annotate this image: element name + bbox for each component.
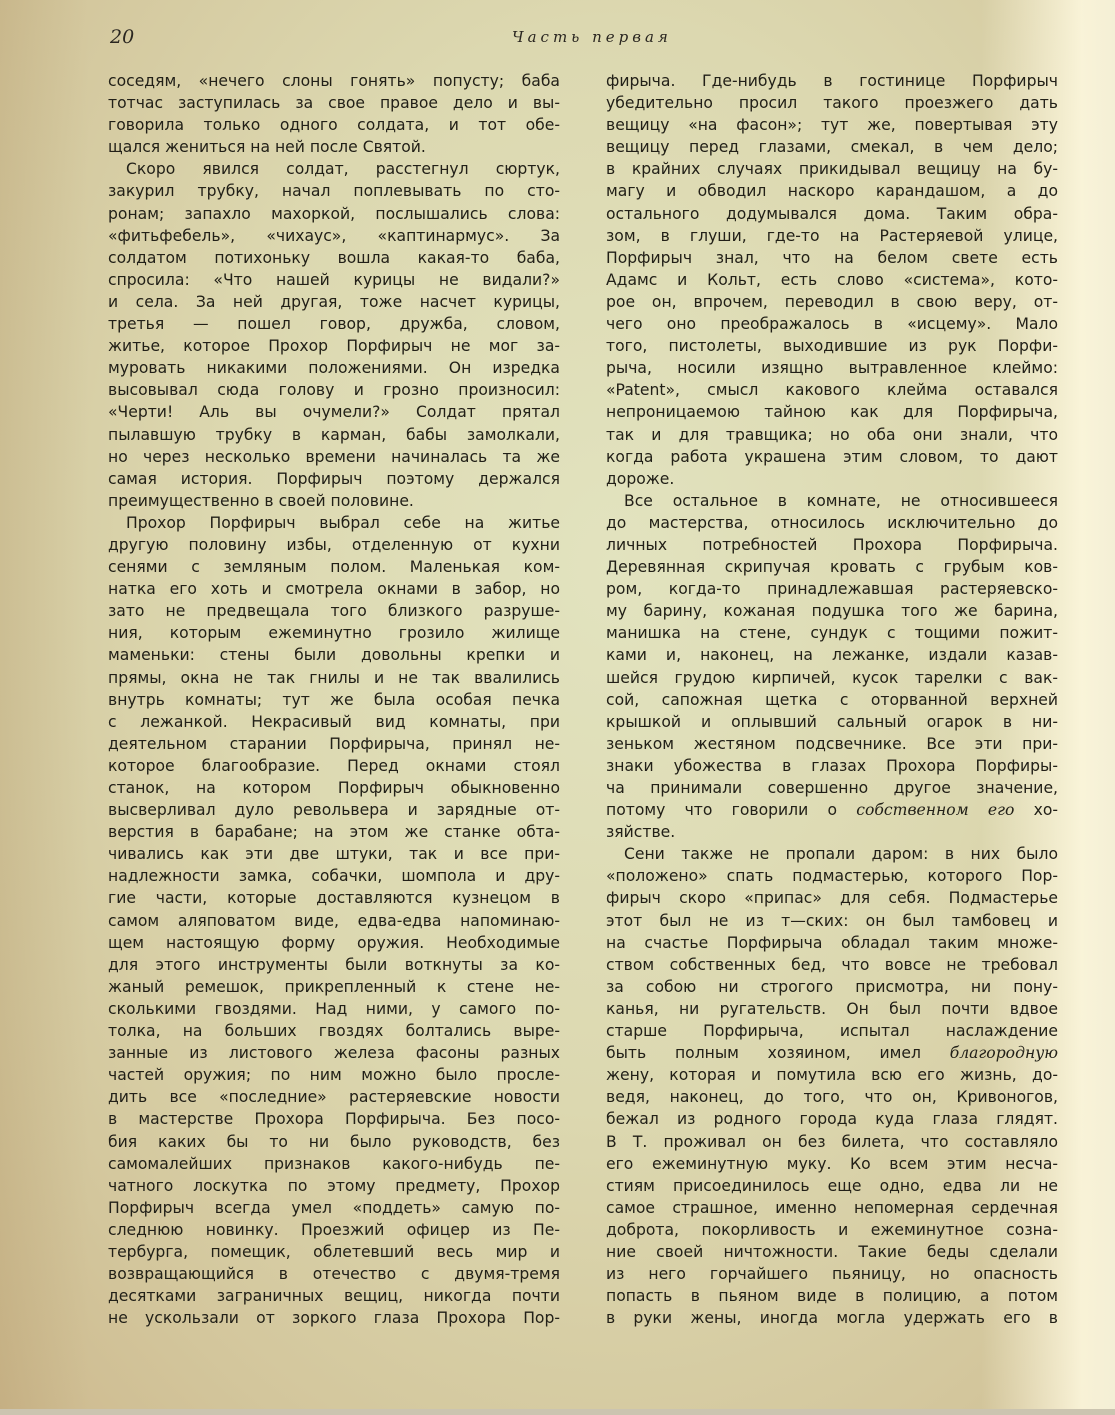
text-line: маменьки: стены были довольны крепки и (108, 646, 560, 665)
text-line: рое он, впрочем, переводил в свою веру, от- (606, 292, 1058, 311)
text-line: Сени также не пропали даром: в них было (624, 845, 1058, 864)
text-line: магу и обводил наскоро карандашом, а до (606, 182, 1058, 201)
page-number: 20 (110, 26, 135, 48)
text-line: возвращающийся в отечество с двумя-тремя (108, 1265, 560, 1284)
text-line: в мастерстве Прохора Порфирыча. Без посо- (108, 1110, 560, 1129)
text-line: тотчас заступилась за свое правое дело и вы- (108, 94, 560, 113)
text-column-left (108, 70, 560, 1329)
text-line: толка, на больших гвоздях болтались выре- (108, 1022, 560, 1041)
text-line: так и для травщика; но оба они знали, что (606, 425, 1058, 444)
text-line: станок, на котором Порфирыч обыкновенно (108, 779, 560, 797)
text-line: сой, сапожная щетка с оторванной верхней (606, 690, 1058, 709)
text-line: Порфирыч всегда умел «поддеть» самую по- (108, 1198, 560, 1217)
text-line: рыча, носили изящно вытравленное клеймо: (606, 359, 1058, 378)
text-line: чего оно преображалось в «исцему». Мало (606, 315, 1058, 334)
text-line: ча принимали совершенно другое значение, (606, 779, 1058, 797)
text-line: соседям, «нечего слоны гонять» попусту; баба (108, 72, 560, 90)
text-line: самая история. Порфирыч поэтому держался (108, 469, 560, 488)
text-line: Скоро явился солдат, расстегнул сюртук, (126, 160, 560, 179)
text-line: вещицу «на фасон»; тут же, повертывая эту (606, 116, 1058, 135)
text-line: солдатом потихоньку вошла какая-то баба, (108, 248, 560, 267)
text-line: Порфирыч знал, что на белом свете есть (606, 248, 1058, 267)
text-line: говорила только одного солдата, и тот обе- (108, 116, 560, 135)
text-line: фирыч скоро «припас» для себя. Подмастерье (606, 889, 1058, 908)
text-line: жаный ремешок, прикрепленный к стене не- (108, 977, 560, 996)
text-line: доброта, покорливость и ежеминутное созна- (606, 1220, 1058, 1239)
text-line: Адамс и Кольт, есть слово «система», кото- (606, 270, 1058, 289)
text-line: зом, в глуши, где-то на Растеряевой улице, (606, 226, 1058, 245)
text-line: шейся грудою кирпичей, кусок тарелки с вак- (606, 668, 1058, 687)
text-line: надлежности замка, собачки, шомпола и дру- (108, 867, 560, 886)
text-line: закурил трубку, начал поплевывать по сто- (108, 182, 560, 201)
text-line: личных потребностей Прохора Порфирыча. (606, 535, 1058, 554)
text-line: с лежанкой. Некрасивый вид комнаты, при (108, 712, 560, 731)
text-line: в руки жены, иногда могла удержать его в (606, 1309, 1058, 1328)
text-line: этот был не из т—ских: он был тамбовец и (606, 911, 1058, 930)
text-line: высверливал дуло револьвера и зарядные от- (108, 801, 560, 820)
text-line: сколькими гвоздями. Над ними, у самого по- (108, 999, 560, 1018)
text-line: знаки убожества в глазах Прохора Порфиры- (606, 756, 1058, 775)
text-line: но через несколько времени начиналась та же (108, 447, 560, 466)
text-line: пылавшую трубку в карман, бабы замолкали, (108, 425, 560, 444)
text-line: потому что говорили о собственном его хо- (606, 801, 1058, 820)
text-line: тербурга, помещик, облетевший весь мир и (108, 1242, 560, 1261)
text-line: чивались как эти две штуки, так и все при- (108, 845, 560, 864)
text-line: деятельном старании Порфирыча, принял не- (108, 734, 560, 753)
text-line: ронам; запахло махоркой, послышались слова: (108, 204, 560, 223)
text-line: другую половину избы, отделенную от кухни (108, 535, 560, 554)
text-column-right (606, 70, 1058, 1329)
text-line: житье, которое Прохор Порфирыч не мог за- (108, 337, 560, 356)
text-line: из него горчайшего пьяницу, но опасность (606, 1265, 1058, 1284)
text-line: зяйстве. (606, 823, 676, 842)
text-line: Деревянная скрипучая кровать с грубым ков- (606, 558, 1058, 577)
running-head (110, 26, 1057, 52)
text-line: частей оружия; по ним можно было просле- (108, 1066, 560, 1085)
text-line: самомалейших признаков какого-нибудь пе- (108, 1154, 560, 1173)
text-line: щался жениться на ней после Святой. (108, 138, 426, 157)
text-line: щем настоящую форму оружия. Необходимые (108, 933, 560, 952)
text-line: стиям присоединилось еще одно, едва ли не (606, 1176, 1058, 1195)
text-line: которое благообразие. Перед окнами стоял (108, 756, 560, 775)
text-line: жену, которая и помутила всю его жизнь, до- (606, 1066, 1058, 1085)
text-line: бия каких бы то ни было руководств, без (108, 1132, 560, 1151)
text-line: непроницаемою тайною как для Порфирыча, (606, 403, 1058, 422)
text-line: попасть в пьяном виде в полицию, а потом (606, 1287, 1058, 1306)
text-line: занные из листового железа фасоны разных (108, 1044, 560, 1063)
text-line: в крайних случаях прикидывал вещицу на бу- (606, 160, 1058, 179)
text-line: ния, которым ежеминутно грозило жилище (108, 624, 560, 643)
text-line: верстия в барабане; на этом же станке обта- (108, 823, 560, 842)
text-line: самое страшное, именно непомерная сердечная (606, 1198, 1058, 1217)
emphasis: благородную (949, 1044, 1058, 1063)
text-line: на счастье Порфирыча обладал таким множе- (606, 933, 1058, 952)
text-line: муровать никакими положениями. Он изредка (108, 359, 560, 378)
text-line: высовывал сюда голову и грозно произносил: (108, 381, 560, 400)
text-line: чатного лоскутка по этому предмету, Прохор (108, 1176, 560, 1195)
text-line: дороже. (606, 469, 675, 488)
text-line: за собою ни строгого присмотра, ни пону- (606, 977, 1058, 996)
text-line: «фитьфебель», «чихаус», «каптинармус». За (108, 226, 560, 245)
text-line: му барину, кожаная подушка того же барина, (606, 602, 1058, 621)
text-line: ками и, наконец, на лежанке, издали казав- (606, 646, 1058, 665)
text-line: следнюю новинку. Проезжий офицер из Пе- (108, 1220, 560, 1239)
text-line: В Т. проживал он без билета, что составляло (606, 1132, 1058, 1151)
text-line: старше Порфирыча, испытал наслаждение (606, 1022, 1058, 1041)
text-line: «Patent», смысл какового клейма оставался (606, 381, 1058, 400)
text-line: внутрь комнаты; тут же была особая печка (108, 690, 560, 709)
text-line: ведя, наконец, до того, что он, Кривоногов, (606, 1088, 1058, 1107)
scan-edge (0, 1409, 1115, 1415)
text-line: «положено» спать подмастерью, которого Пор- (606, 867, 1058, 886)
text-line: ром, когда-то принадлежавшая растеряевско- (606, 580, 1058, 599)
text-line: натка его хоть и смотрела окнами в забор, но (108, 580, 560, 599)
part-title: Часть первая (512, 28, 672, 46)
text-line: Все остальное в комнате, не относившееся (624, 491, 1058, 510)
text-line: прямы, окна не так гнилы и не так ввалились (108, 668, 560, 687)
text-line: крышкой и оплывший сальный огарок в ни- (606, 712, 1058, 731)
emphasis: собственном его (856, 801, 1015, 820)
text-line: быть полным хозяином, имел благородную (606, 1044, 1058, 1063)
text-line: фирыча. Где-нибудь в гостинице Порфирыч (606, 72, 1058, 90)
text-line: когда работа украшена этим словом, то дают (606, 447, 1058, 466)
text-line: гие части, которые доставляются кузнецом в (108, 889, 560, 908)
text-line: самом аляповатом виде, едва-едва напоминаю- (108, 911, 560, 930)
text-line: и села. За ней другая, тоже насчет курицы, (108, 292, 560, 311)
text-line: манишка на стене, сундук с тощими пожит- (606, 624, 1058, 643)
text-line: его ежеминутную муку. Ко всем этим несча- (606, 1154, 1058, 1173)
text-line: ством собственных бед, что вовсе не требовал (606, 955, 1058, 974)
text-line: дить все «последние» растеряевские новости (108, 1088, 560, 1107)
text-line: бежал из родного города куда глаза глядят. (606, 1110, 1058, 1129)
text-line: зато не предвещала того близкого разруше- (108, 602, 560, 621)
text-line: остального додумывался дома. Таким обра- (606, 204, 1058, 223)
text-line: сенями с земляным полом. Маленькая ком- (108, 558, 560, 577)
text-line: зеньком жестяном подсвечнике. Все эти при- (606, 734, 1058, 753)
text-line: до мастерства, относилось исключительно до (606, 513, 1058, 532)
text-line: «Черти! Аль вы очумели?» Солдат прятал (108, 403, 560, 422)
text-line: не ускользали от зоркого глаза Прохора Пор- (108, 1309, 560, 1328)
text-line: вещицу перед глазами, смекал, в чем дело; (606, 138, 1058, 157)
text-line: спросила: «Что нашей курицы не видали?» (108, 270, 560, 289)
text-line: десятками заграничных вещиц, никогда почти (108, 1287, 560, 1306)
text-line: ние своей ничтожности. Такие беды сделали (606, 1242, 1058, 1261)
text-line: для этого инструменты были воткнуты за ко- (108, 955, 560, 974)
text-line: канья, ни ругательств. Он был почти вдвое (606, 999, 1058, 1018)
text-line: Прохор Порфирыч выбрал себе на житье (126, 513, 560, 532)
text-line: третья — пошел говор, дружба, словом, (108, 315, 560, 334)
text-line: убедительно просил такого проезжего дать (606, 94, 1058, 113)
text-line: преимущественно в своей половине. (108, 491, 414, 510)
text-line: того, пистолеты, выходившие из рук Порфи- (606, 337, 1058, 356)
